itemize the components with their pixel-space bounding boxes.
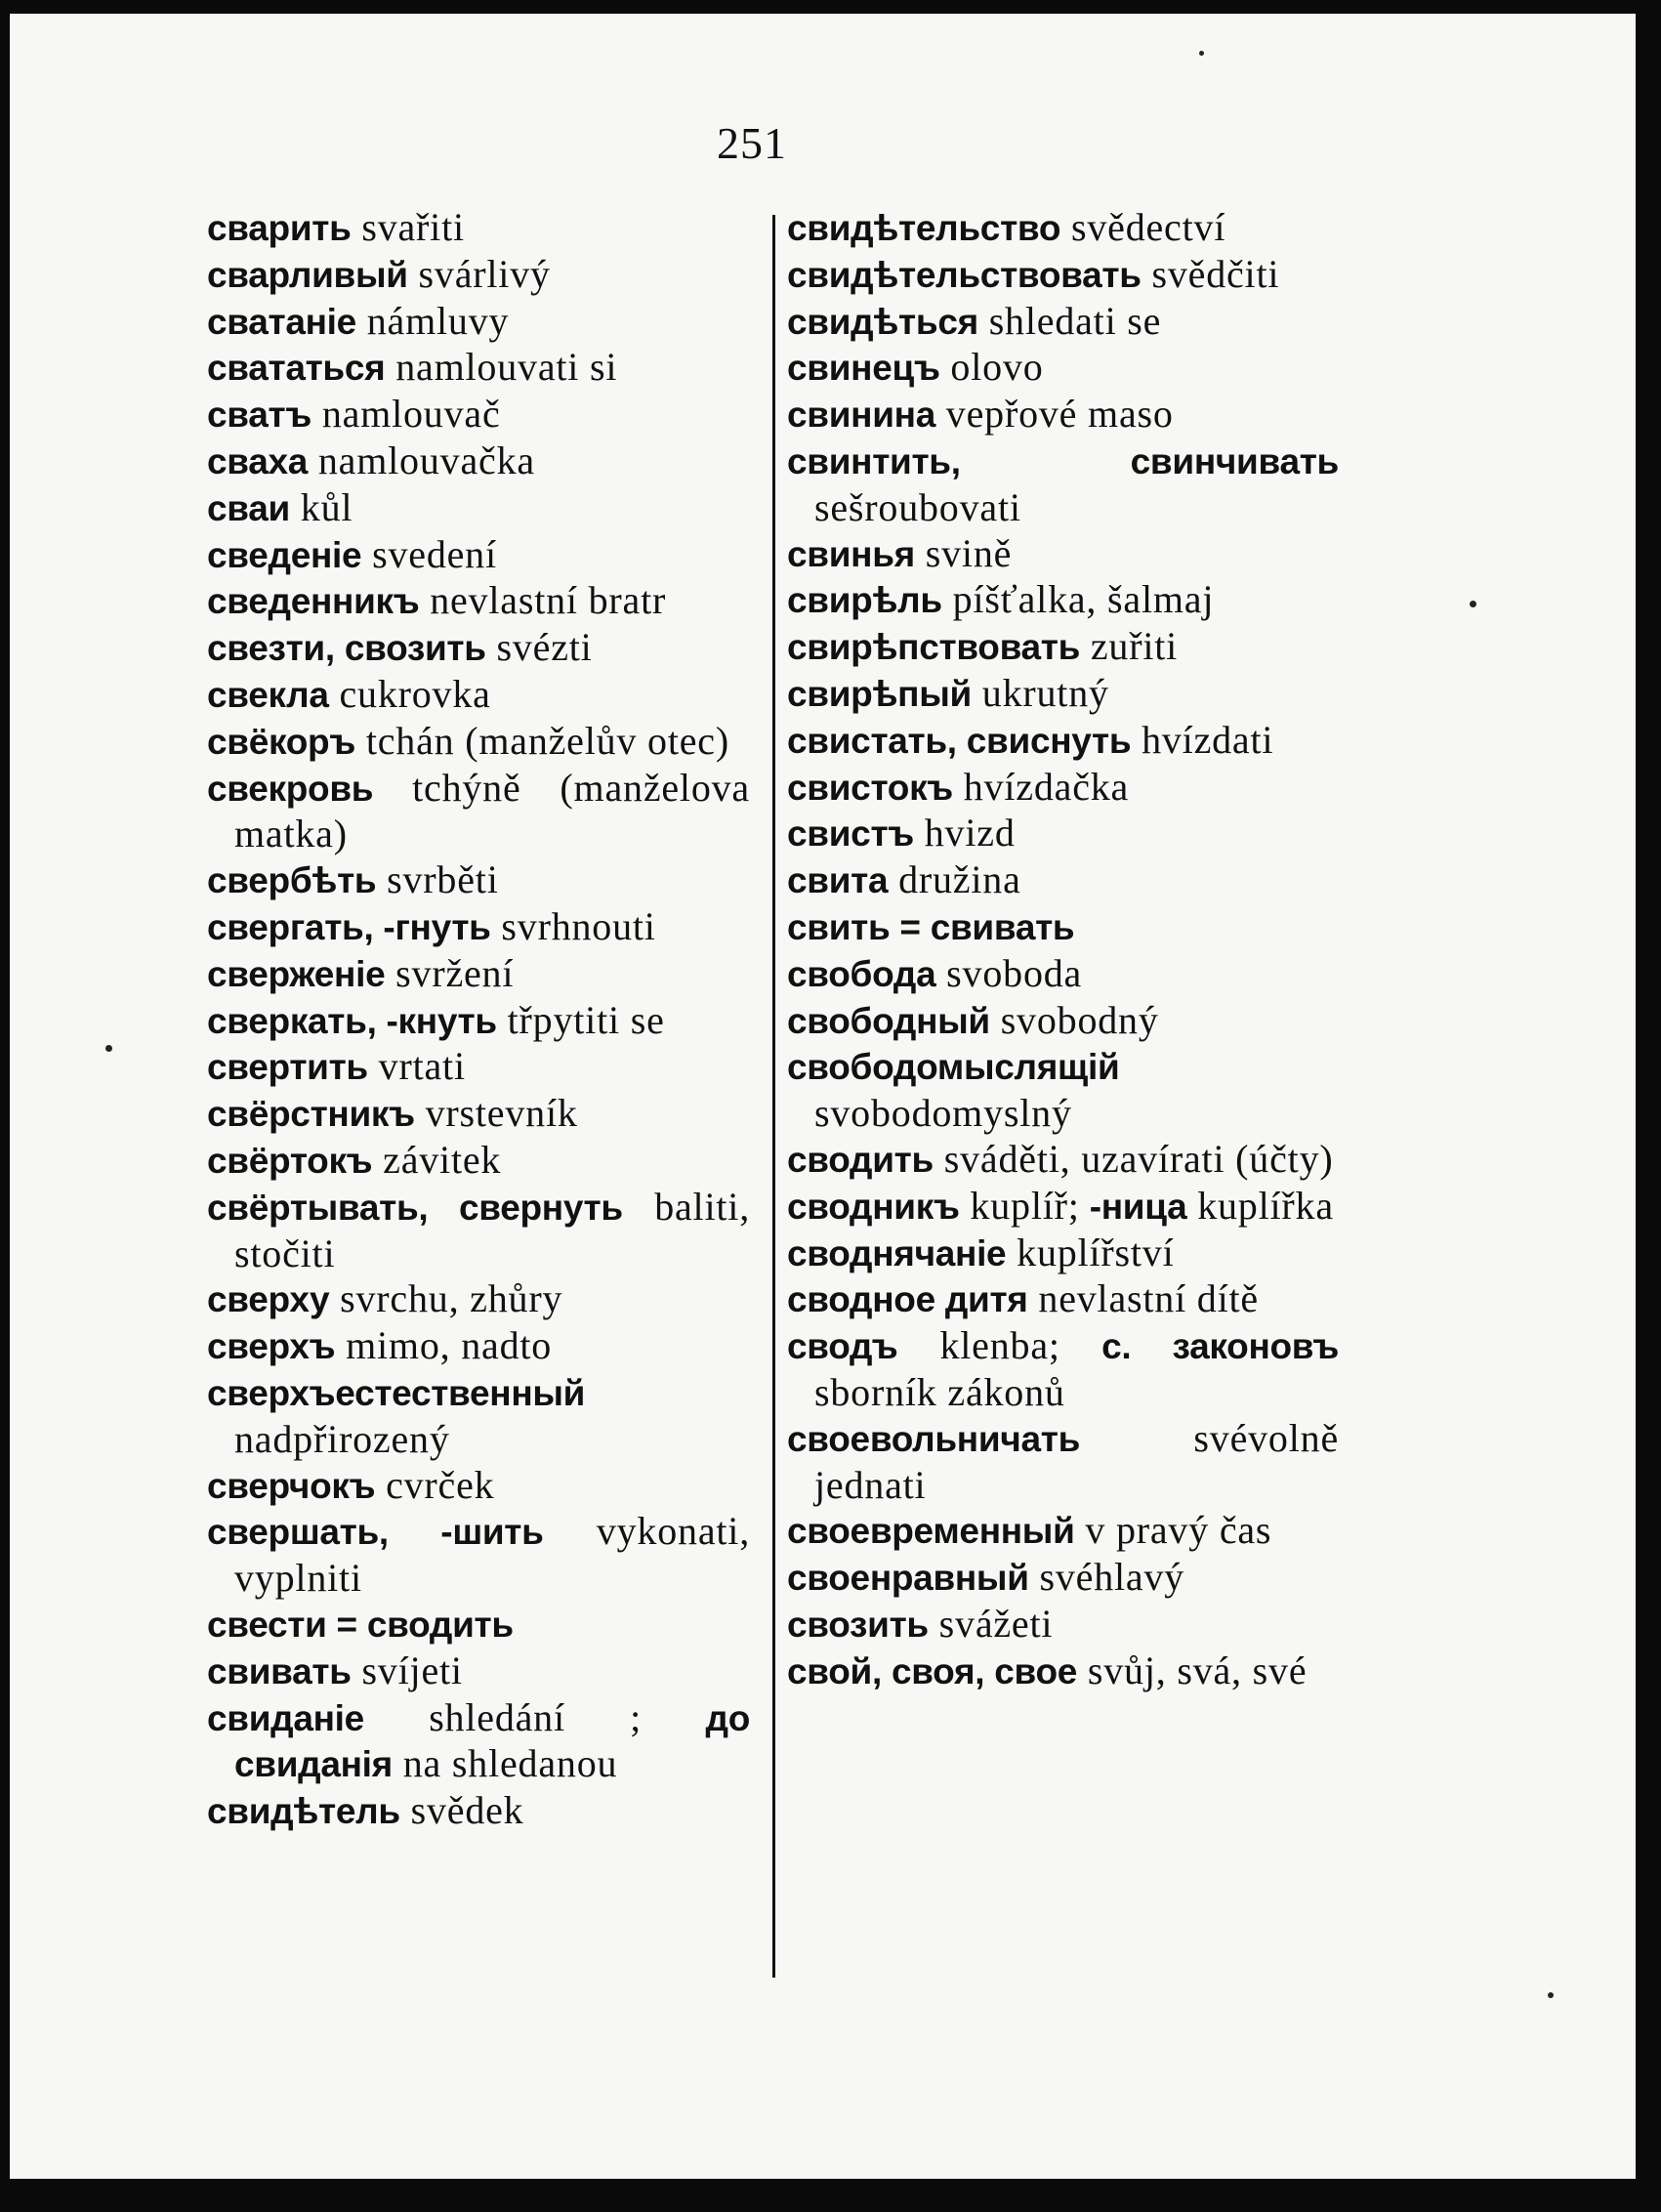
entry-headword: с. законовъ (1101, 1326, 1340, 1367)
entry-headword: сварить (207, 208, 352, 248)
dictionary-entry (207, 1509, 750, 1602)
dictionary-entry (207, 1091, 750, 1138)
dictionary-entry (787, 438, 1339, 531)
dictionary-entry (787, 904, 1339, 951)
entry-headword: сварливый (207, 254, 408, 295)
entry-translation: třpytiti se (496, 997, 665, 1042)
entry-headword: свертить (207, 1047, 368, 1088)
entry-translation: svrhnouti (490, 903, 656, 948)
dictionary-entry (787, 765, 1339, 812)
entry-translation: hvizd (913, 811, 1016, 856)
dictionary-entry (787, 624, 1339, 671)
dictionary-entry (207, 438, 750, 485)
entry-headword: свинина (787, 395, 935, 436)
entry-headword: сверкать, -кнуть (207, 1000, 497, 1041)
entry-headword: до свиданія (234, 1697, 751, 1785)
entry-headword: сверхъестественный (207, 1372, 586, 1413)
entry-headword: свита (787, 860, 889, 901)
entry-headword: свидѣться (787, 301, 978, 342)
dictionary-entry (207, 719, 750, 766)
dictionary-entry (207, 998, 750, 1045)
dictionary-entry (787, 299, 1339, 346)
entry-headword: свободомыслящій (787, 1047, 1120, 1088)
entry-headword: сватъ (207, 395, 312, 436)
entry-translation: ukrutný (971, 670, 1109, 715)
dictionary-entry (787, 857, 1339, 904)
entry-translation: námluvy (355, 298, 510, 343)
entry-translation: svézti (485, 625, 593, 670)
dictionary-entry (787, 1416, 1339, 1509)
entry-headword: сверху (207, 1279, 330, 1320)
entry-headword: сватаніе (207, 301, 356, 342)
dictionary-entry (787, 531, 1339, 578)
dictionary-entry (787, 1137, 1339, 1184)
entry-translation: mimo, nadto (335, 1323, 553, 1368)
entry-translation: zuřiti (1080, 624, 1179, 669)
entry-headword: сверчокъ (207, 1465, 376, 1506)
dictionary-entry (787, 1231, 1339, 1277)
entry-headword: свергать, -гнуть (207, 906, 491, 947)
entry-translation: kuplířství (1006, 1230, 1175, 1274)
dictionary-entry (787, 1602, 1339, 1649)
scan-speck (1548, 1992, 1554, 1998)
entry-headword: свистъ (787, 814, 914, 855)
entry-translation: cukrovka (328, 671, 491, 716)
entry-headword: свекла (207, 674, 329, 715)
entry-translation: hvízdati (1131, 717, 1274, 762)
entry-translation: nevlastní bratr (419, 578, 667, 623)
entry-translation: shledání ; (363, 1694, 643, 1739)
entry-headword: свой, своя, свое (787, 1650, 1078, 1691)
entry-translation: svíjeti (351, 1648, 463, 1692)
dictionary-entry (787, 1184, 1339, 1231)
entry-translation: svárlivý (407, 251, 551, 296)
dictionary-entry (787, 252, 1339, 299)
entry-headword: сводникъ (787, 1186, 960, 1227)
scan-speck (1199, 51, 1204, 56)
dictionary-entry (207, 1323, 750, 1370)
dictionary-entry (787, 1323, 1339, 1416)
entry-headword: сводить (787, 1139, 934, 1180)
entry-translation: kuplíř; (959, 1183, 1080, 1228)
entry-translation: svědčiti (1141, 251, 1280, 296)
dictionary-entry (207, 625, 750, 672)
entry-translation: závitek (372, 1137, 502, 1182)
entry-translation: sváděti, uzavírati (účty) (933, 1136, 1334, 1181)
dictionary-entry (787, 1044, 1339, 1137)
dictionary-entry (787, 205, 1339, 252)
entry-headword: свезти, свозить (207, 628, 486, 669)
entry-translation: shledati se (977, 298, 1162, 343)
entry-headword: сверхъ (207, 1326, 336, 1367)
entry-headword: свозить (787, 1604, 929, 1645)
dictionary-entry (207, 205, 750, 252)
entry-translation: družina (888, 857, 1021, 902)
entry-translation: svévolně jednati (814, 1415, 1339, 1507)
entry-translation: svedení (361, 531, 497, 576)
entry-headword: свить = свивать (787, 906, 1075, 947)
entry-headword: -ница (1089, 1186, 1187, 1227)
entry-translation: hvízdačka (952, 764, 1130, 809)
entry-translation: na shledanou (392, 1741, 618, 1786)
dictionary-entry (787, 345, 1339, 392)
dictionary-entry (207, 1602, 750, 1649)
dictionary-entry (787, 392, 1339, 438)
entry-headword: свистать, свиснуть (787, 720, 1132, 761)
dictionary-entry (207, 1370, 750, 1463)
dictionary-entry (207, 1649, 750, 1695)
entry-headword: свирѣль (787, 580, 942, 621)
entry-headword: свидѣтельствовать (787, 254, 1142, 295)
entry-translation: svéhlavý (1028, 1555, 1185, 1600)
entry-headword: сверженіе (207, 953, 386, 994)
entry-translation: cvrček (375, 1462, 495, 1507)
entry-translation: svážeti (928, 1601, 1054, 1646)
entry-headword: сводное дитя (787, 1279, 1028, 1320)
entry-headword: свёртокъ (207, 1140, 373, 1181)
entry-headword: свирѣпый (787, 673, 972, 714)
dictionary-entry (207, 904, 750, 951)
entry-headword: свирѣпствовать (787, 627, 1081, 668)
dictionary-entry (207, 532, 750, 579)
entry-headword: свёрстникъ (207, 1094, 415, 1135)
dictionary-entry (787, 811, 1339, 857)
entry-translation: kuplířka (1186, 1183, 1334, 1228)
entry-translation: tchán (manželův otec) (355, 718, 729, 763)
entry-headword: свободный (787, 1000, 990, 1041)
entry-translation: svrchu, zhůry (329, 1276, 563, 1321)
dictionary-entry (207, 766, 750, 858)
entry-headword: свидѣтель (207, 1791, 400, 1832)
dictionary-entry (207, 578, 750, 625)
entry-headword: свёкоръ (207, 721, 356, 762)
dictionary-entry (207, 1138, 750, 1185)
entry-headword: свистокъ (787, 767, 953, 808)
dictionary-entry (207, 485, 750, 532)
dictionary-entry (207, 857, 750, 904)
dictionary-entry (207, 672, 750, 719)
dictionary-entry (207, 951, 750, 998)
entry-translation: svoboda (935, 950, 1083, 995)
entry-translation: svině (914, 530, 1013, 575)
entry-headword: свидѣтельство (787, 208, 1061, 248)
entry-translation: vrstevník (414, 1091, 578, 1136)
entry-translation: nevlastní dítě (1027, 1276, 1259, 1321)
scan-speck (105, 1045, 112, 1052)
entry-translation: baliti, stočiti (234, 1184, 750, 1275)
entry-translation: vepřové maso (935, 392, 1174, 437)
entry-translation: v pravý čas (1074, 1508, 1272, 1553)
dictionary-entry (207, 1695, 750, 1789)
dictionary-entry (787, 577, 1339, 624)
dictionary-entry (207, 345, 750, 392)
entry-translation: svržení (385, 950, 515, 995)
entry-headword: свершать, -шить (207, 1512, 544, 1553)
entry-headword: своевременный (787, 1511, 1075, 1552)
entry-translation: tchýně (manželova matka) (234, 765, 750, 856)
entry-translation: svědectví (1060, 205, 1226, 249)
entry-headword: своенравный (787, 1558, 1029, 1599)
dictionary-entry (787, 1508, 1339, 1555)
entry-headword: сваи (207, 487, 290, 528)
entry-translation: svařiti (351, 205, 465, 249)
entry-headword: свёртывать, свернуть (207, 1187, 623, 1228)
entry-headword: свинецъ (787, 348, 940, 389)
entry-headword: свекровь (207, 768, 374, 809)
entry-translation: namlouvati si (385, 345, 618, 390)
entry-translation: klenba; (897, 1323, 1060, 1368)
entry-translation: svědek (399, 1788, 524, 1833)
entry-headword: свиданіе (207, 1697, 364, 1738)
dictionary-entry (787, 671, 1339, 718)
entry-translation: svobodomyslný (814, 1091, 1072, 1136)
entry-headword: свивать (207, 1650, 352, 1691)
dictionary-entry (207, 1044, 750, 1091)
column-divider (772, 215, 775, 1978)
entry-translation: kůl (289, 484, 353, 529)
dictionary-column-right (787, 205, 1339, 1695)
dictionary-entry (207, 1463, 750, 1510)
dictionary-entry (207, 299, 750, 346)
entry-translation: nadpřirozený (234, 1416, 450, 1461)
dictionary-entry (207, 1276, 750, 1323)
entry-translation: svobodný (989, 997, 1159, 1042)
dictionary-entry (207, 252, 750, 299)
entry-translation: svůj, svá, své (1077, 1648, 1308, 1692)
entry-translation: svrběti (376, 857, 499, 902)
dictionary-entry (787, 998, 1339, 1045)
dictionary-entry (207, 1185, 750, 1277)
dictionary-entry (787, 1555, 1339, 1602)
entry-headword: сваха (207, 440, 309, 481)
dictionary-entry (207, 392, 750, 438)
entry-translation: olovo (939, 345, 1044, 390)
entry-translation: sešroubovati (814, 484, 1021, 529)
entry-translation: sborník zákonů (814, 1369, 1065, 1414)
scan-speck (1470, 601, 1476, 607)
entry-translation: píšťalka, šalmaj (941, 577, 1215, 622)
entry-headword: свербѣть (207, 860, 377, 901)
entry-headword: сводъ (787, 1326, 898, 1367)
entry-headword: сведенникъ (207, 581, 420, 622)
dictionary-entry (787, 1276, 1339, 1323)
entry-headword: своевольничать (787, 1418, 1081, 1459)
dictionary-entry (787, 1649, 1339, 1695)
dictionary-entry (207, 1788, 750, 1835)
entry-translation: vrtati (367, 1044, 466, 1089)
dictionary-entry (787, 718, 1339, 765)
entry-translation: namlouvačka (308, 438, 535, 482)
entry-translation: vykonati, vyplniti (234, 1509, 750, 1601)
dictionary-column-left (207, 205, 750, 1835)
page-number: 251 (717, 118, 787, 168)
entry-headword: своднячаніе (787, 1232, 1007, 1273)
entry-translation: namlouvač (311, 392, 501, 437)
dictionary-entry (787, 951, 1339, 998)
entry-headword: сведеніе (207, 534, 362, 575)
entry-headword: свинтить, свинчивать (787, 440, 1339, 481)
entry-headword: свести = сводить (207, 1604, 514, 1645)
entry-headword: свататься (207, 348, 386, 389)
entry-headword: свобода (787, 953, 936, 994)
entry-headword: свинья (787, 533, 915, 574)
